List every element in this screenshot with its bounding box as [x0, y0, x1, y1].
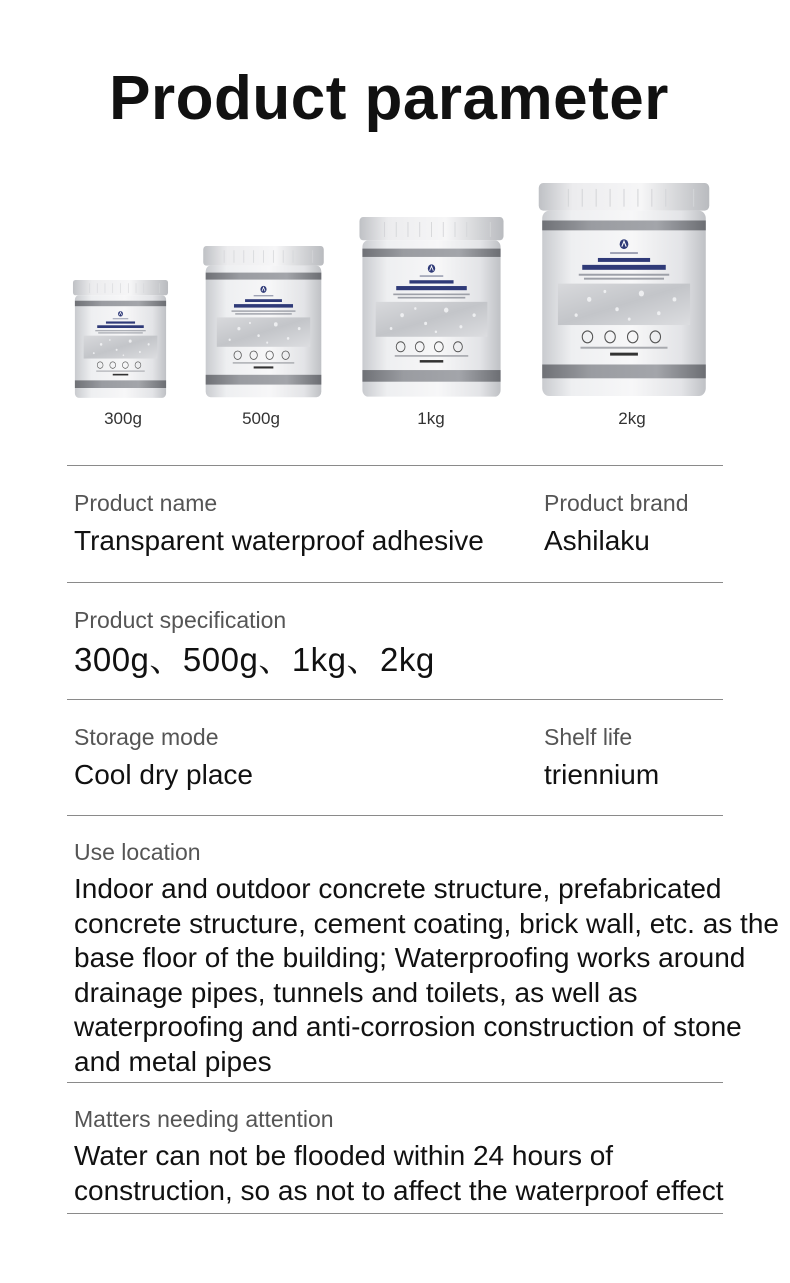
divider: [67, 1082, 723, 1083]
divider: [67, 699, 723, 700]
page-title: Product parameter: [109, 64, 669, 133]
use-location-value: Indoor and outdoor concrete structure, prefabricated concrete structure, cement coating, brick wall, etc. as the base floor of the building; Waterproofing works around drainage pipes, tunnels and toilets, as well as waterproofing and anti-corrosion construction of stone and metal pipes: [74, 873, 779, 1077]
product-brand-value: Ashilaku: [544, 525, 650, 556]
jar-1kg: [358, 217, 505, 400]
divider: [67, 465, 723, 466]
attention-value: Water can not be flooded within 24 hours of construction, so as not to affect the waterproof effect: [74, 1140, 724, 1206]
jar-size-label: 1kg: [417, 409, 445, 428]
jar-size-label: 300g: [104, 409, 142, 428]
use-location-label: Use location: [74, 839, 201, 865]
jar-500g: [202, 246, 325, 400]
divider: [67, 582, 723, 583]
spec-label: Product specification: [74, 607, 287, 633]
jar-illustration: [537, 183, 711, 400]
storage-value: Cool dry place: [74, 759, 253, 790]
jar-size-label: 2kg: [618, 409, 646, 428]
jar-illustration: [202, 246, 325, 400]
product-name-label: Product name: [74, 490, 218, 516]
shelf-life-value: triennium: [544, 759, 660, 790]
product-name-value: Transparent waterproof adhesive: [74, 525, 484, 556]
product-brand-label: Product brand: [544, 490, 689, 516]
storage-label: Storage mode: [74, 724, 219, 750]
jar-illustration: [72, 280, 169, 400]
jar-illustration: [358, 217, 505, 400]
attention-label: Matters needing attention: [74, 1106, 334, 1132]
shelf-life-label: Shelf life: [544, 724, 633, 750]
jar-size-label: 500g: [242, 409, 280, 428]
divider: [67, 1213, 723, 1214]
spec-value: 300g、500g、1kg、2kg: [74, 641, 435, 678]
divider: [67, 815, 723, 816]
jar-2kg: [537, 183, 711, 400]
jar-300g: [72, 280, 169, 400]
